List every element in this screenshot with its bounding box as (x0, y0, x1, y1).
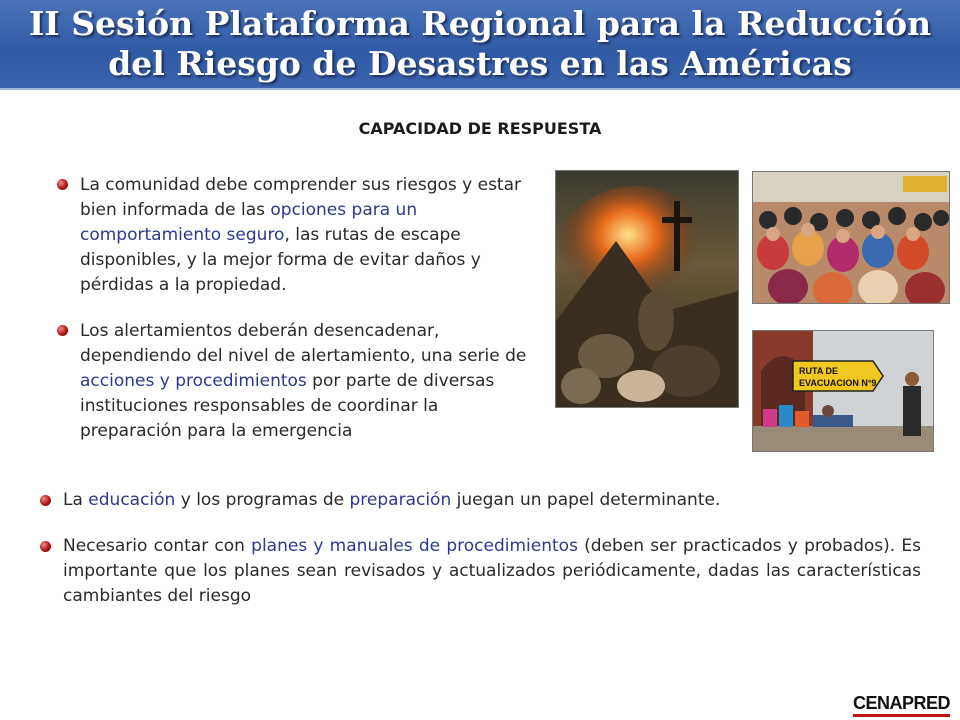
bullet-1-text-b: , las rutas de escape disponibles, y la mejor forma de evitar daños y pérdidas a la propiedad. (80, 225, 481, 295)
bullet-icon (40, 541, 51, 552)
evacuation-route-photo-image (752, 330, 934, 452)
sign-text-line1: RUTA DE (799, 366, 838, 376)
bullet-2-text-b: por parte de diversas instituciones responsables de coordinar la preparación para la emergencia (80, 371, 495, 441)
header-title-line1: II Sesión Plataforma Regional para la Reducción (28, 4, 932, 43)
bullet-2-highlight: acciones y procedimientos (80, 371, 307, 391)
bullet-2-text-a: Los alertamientos deberán desencadenar, dependiendo del nivel de alertamiento, una serie de (80, 321, 527, 366)
cenapred-logo: CENAPRED (852, 693, 950, 713)
bullet-icon (57, 325, 68, 336)
bullet-icon (40, 495, 51, 506)
header-title-line2: del Riesgo de Desastres en las Américas (108, 44, 852, 83)
bullet-text-1 (80, 173, 530, 298)
bullet-1-highlight: opciones para un comportamiento seguro (80, 200, 418, 245)
bullet-text-2 (80, 319, 530, 444)
bullet-icon (57, 179, 68, 190)
sign-text-line2: EVACUACION N°9 (799, 378, 877, 388)
header-banner (0, 0, 960, 90)
crowd-photo-image (752, 171, 950, 304)
volcano-painting-image (555, 170, 739, 408)
bullet-3-highlight-2: preparación (349, 490, 452, 510)
bullet-3-text-c: juegan un papel determinante. (451, 490, 721, 510)
bullet-4-text-b: (deben ser practicados y probados). Es importante que los planes sean revisados y actualizados periódicamente, dadas las características cambiantes del riesgo (63, 536, 921, 606)
bullet-3-text-b: y los programas de (175, 490, 350, 510)
bullet-4-text-a: Necesario contar con (63, 536, 252, 556)
section-title: CAPACIDAD DE RESPUESTA (358, 119, 602, 138)
bullet-4-highlight: planes y manuales de procedimientos (251, 536, 578, 556)
bullet-text-3 (63, 488, 933, 513)
bullet-3-text-a: La (63, 490, 89, 510)
bullet-3-highlight-1: educación (88, 490, 176, 510)
bullet-text-4 (63, 534, 921, 609)
bullet-1-text-a: La comunidad debe comprender sus riesgos y estar bien informada de las (80, 175, 521, 220)
